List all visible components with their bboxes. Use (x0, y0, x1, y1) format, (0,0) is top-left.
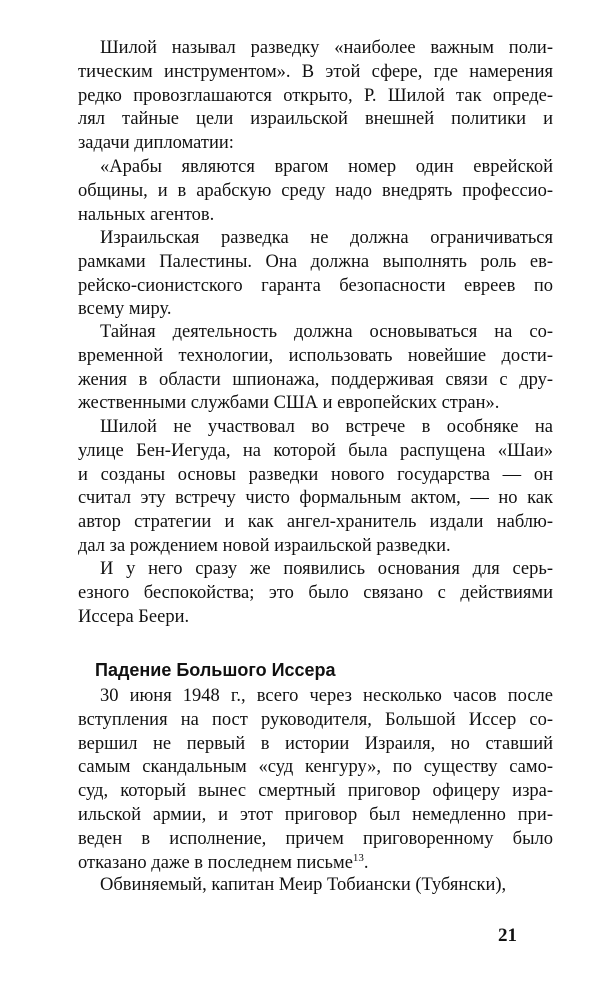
paragraph-5 (78, 416, 553, 559)
text-line: езного беспокойства; это было связано с действиями (78, 582, 553, 603)
text-line: тическим инструментом». В этой сфере, где намерения (78, 61, 553, 82)
text-line: Шилой не участвовал во встрече в особняке на (100, 417, 553, 437)
text-line: автор стратегии и как ангел-хранитель издали наблю- (78, 512, 553, 533)
text-line: редко провозглашаются открыто, Р. Шилой так опреде- (78, 85, 553, 106)
text-line: рамками Палестины. Она должна выполнять роль ев- (78, 251, 553, 272)
text-line: ильской армии, и этот приговор был немедленно при- (78, 804, 553, 825)
text-line: общины, и в арабскую среду надо внедрять профессио- (78, 180, 553, 201)
text-line: и созданы основы разведки нового государства — он (78, 464, 553, 485)
text-line: Иссера Беери. (78, 606, 190, 627)
text-line: лял тайные цели израильской внешней политики и (78, 109, 553, 130)
text-line: веден в исполнение, причем приговоренному было (78, 828, 553, 849)
paragraph-7 (78, 685, 553, 875)
text-line: задачи дипломатии: (78, 133, 234, 154)
text-line: считал эту встречу чисто формальным актом, — но как (78, 488, 553, 509)
text-line: всему миру. (78, 299, 172, 320)
text-line: 30 июня 1948 г., всего через несколько часов после (100, 686, 553, 706)
text-line: временной технологии, использовать новейшие дости- (78, 345, 553, 366)
text-line: Шилой называл разведку «наиболее важным поли- (100, 38, 553, 58)
section-heading: Падение Большого Иссера (95, 660, 336, 680)
text-line: нальных агентов. (78, 204, 215, 225)
text-line: Обвиняемый, капитан Меир Тобиански (Тубянски), (100, 875, 507, 895)
text-line: жественными службами США и европейских стран». (78, 393, 500, 414)
footnote-reference: 13 (352, 851, 364, 864)
line-tail: . (363, 852, 369, 873)
paragraph-2 (78, 156, 553, 227)
text-line (78, 852, 553, 876)
text-line: дал за рождением новой израильской разведки. (78, 535, 451, 556)
text-line: рейско-сионистского гаранта безопасности евреев по (78, 275, 553, 296)
paragraph-6 (78, 558, 553, 629)
text-line-content: отказано даже в последнем письме (78, 852, 353, 873)
text-line: суд, который вынес смертный приговор офицеру изра- (78, 781, 553, 802)
text-line: жения в области шпионажа, поддерживая связи с дру- (78, 369, 553, 390)
text-line: И у него сразу же появились основания для серь- (100, 559, 553, 579)
text-line: Тайная деятельность должна основываться на со- (100, 322, 553, 342)
paragraph-1 (78, 37, 553, 156)
text-line: самым скандальным «суд кенгуру», по существу само- (78, 757, 553, 778)
text-line: вершил не первый в истории Израиля, но ставший (78, 733, 553, 754)
text-line: улице Бен-Иегуда, на которой была распущена «Шаи» (78, 440, 553, 461)
text-line: вступления на пост руководителя, Большой Иссер со- (78, 709, 553, 730)
paragraph-4 (78, 321, 553, 416)
text-line: Израильская разведка не должна ограничиваться (100, 228, 553, 248)
paragraph-3 (78, 227, 553, 322)
text-line: «Арабы являются врагом номер один еврейской (100, 157, 553, 177)
paragraph-8 (78, 874, 553, 898)
page-number: 21 (498, 925, 517, 946)
